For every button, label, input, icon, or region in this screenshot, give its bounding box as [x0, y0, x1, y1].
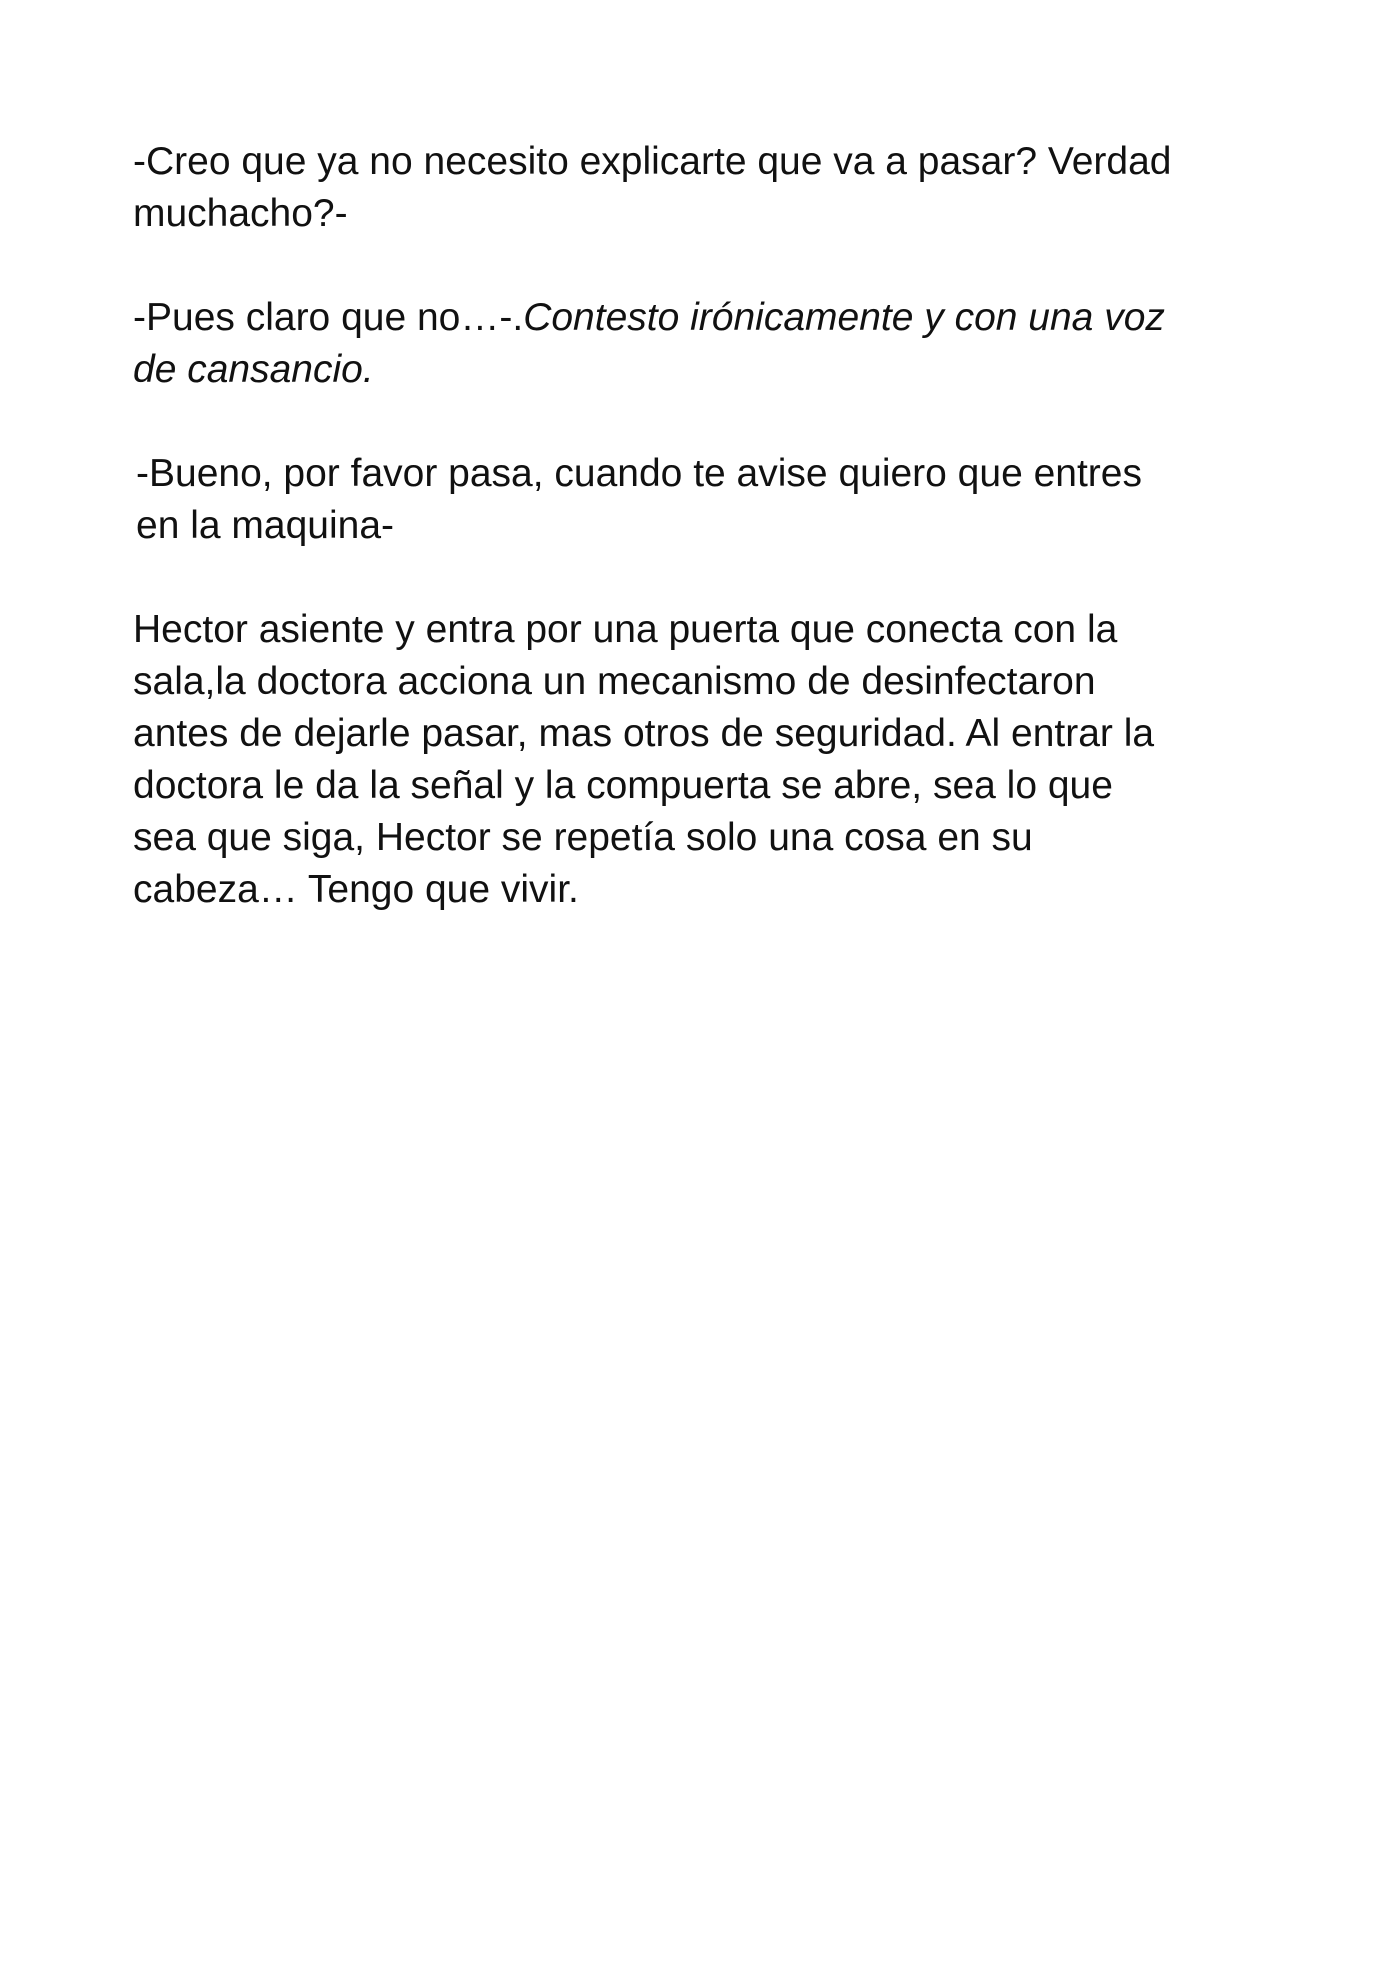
text-line: antes de dejarle pasar, mas otros de seguridad. Al entrar la: [133, 712, 1155, 755]
text-line: doctora le da la señal y la compuerta se abre, sea lo que: [133, 764, 1113, 807]
narration-text: Contesto irónicamente y con una voz: [523, 296, 1165, 339]
text-line: muchacho?-: [133, 192, 348, 235]
paragraph-3: [133, 448, 1283, 552]
text-line: Hector asiente y entra por una puerta que conecta con la: [133, 608, 1118, 651]
text-line: -Creo que ya no necesito explicarte que va a pasar? Verdad: [133, 140, 1172, 183]
document-body: [133, 136, 1283, 968]
paragraph-1: [133, 136, 1283, 240]
text-line: en la maquina-: [136, 504, 394, 547]
text-line: -Bueno, por favor pasa, cuando te avise quiero que entres: [136, 452, 1142, 495]
text-line: sala,la doctora acciona un mecanismo de desinfectaron: [133, 660, 1096, 703]
paragraph-2: [133, 292, 1283, 396]
paragraph-4: [133, 604, 1283, 916]
narration-text: de cansancio.: [133, 348, 374, 391]
dialogue-text: -Pues claro que no…-.: [133, 296, 524, 339]
text-line: sea que siga, Hector se repetía solo una cosa en su: [133, 816, 1033, 859]
text-line: cabeza… Tengo que vivir.: [133, 868, 579, 911]
